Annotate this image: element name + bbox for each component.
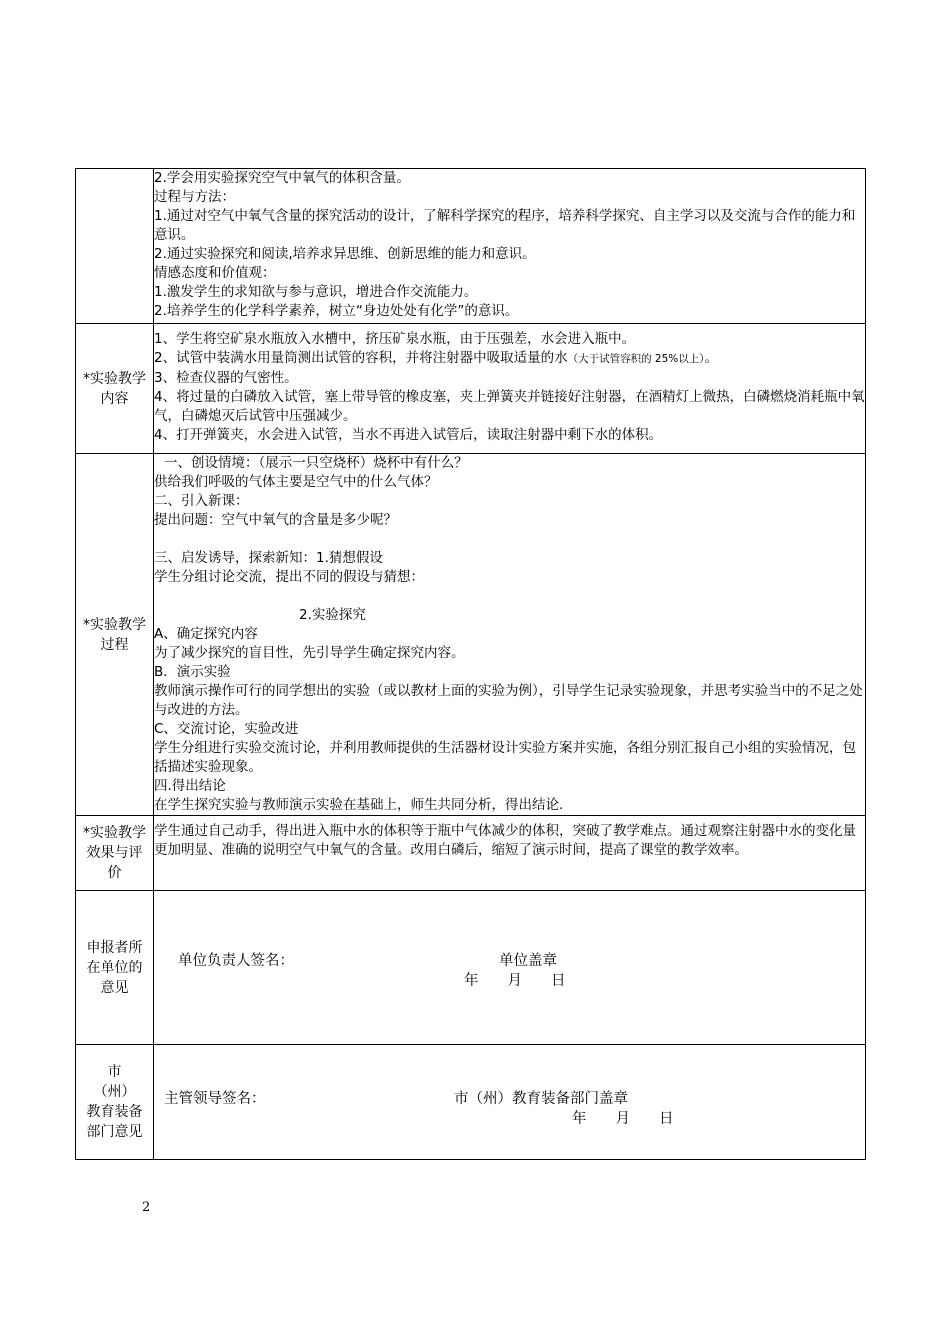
- process-heading: 过程与方法：: [154, 189, 235, 205]
- process-line: 三、启发诱导，探索新知：1.猜想假设: [154, 550, 383, 566]
- content-item: 4、打开弹簧夹，水会进入试管，当水不再进入试管后，读取注射器中剩下水的体积。: [154, 427, 663, 443]
- process-line: 提出问题：空气中氧气的含量是多少呢？: [154, 512, 397, 528]
- process-line: 在学生探究实验与教师演示实验在基础上，师生共同分析，得出结论.: [154, 797, 564, 813]
- objective-line: 2.学会用实验探究空气中氧气的体积含量。: [154, 170, 410, 186]
- unit-seal-label: 单位盖章: [499, 953, 557, 969]
- process-line: 2.实验探究: [299, 607, 366, 623]
- city-opinion-label: [76, 1045, 154, 1160]
- city-signature-area: [154, 1045, 865, 1158]
- city-signer-label: 主管领导签名：: [164, 1091, 266, 1107]
- city-label-1: 市: [107, 1064, 122, 1080]
- content-item: 3、检查仪器的气密性。: [154, 370, 298, 386]
- effect-body: [154, 816, 866, 891]
- blank-line: [154, 530, 865, 549]
- unit-opinion-body: [154, 891, 866, 1045]
- emotion-item: 1.激发学生的求知欲与参与意识，增进合作交流能力。: [154, 284, 478, 300]
- effect-text: 学生通过自己动手，得出进入瓶中水的体积等于瓶中气体减少的体积，突破了教学难点。通过观察注射器中水的变化量更加明显、准确的说明空气中氧气的含量。改用白磷后，缩短了演示时间，提高了课堂的教学效率。: [154, 823, 856, 858]
- content-item-note: （大于试管容积的 25%以上）: [567, 353, 705, 365]
- emotion-heading: 情感态度和价值观：: [154, 265, 276, 281]
- process-line: 学生分组进行实验交流讨论，并利用教师提供的生活器材设计实验方案并实施，各组分别汇报自己小组的实验情况，包括描述实验现象。: [154, 740, 856, 775]
- process-body: [154, 454, 866, 816]
- content-item-text: 2、试管中装满水用量筒测出试管的容积，并将注射器中吸取适量的水: [154, 350, 568, 366]
- content-row: [76, 324, 866, 454]
- city-seal-label: 市（州）教育装备部门盖章: [454, 1091, 628, 1107]
- process-label: [76, 454, 154, 816]
- process-line: 为了减少探究的盲目性，先引导学生确定探究内容。: [154, 645, 465, 661]
- process-item: 1.通过对空气中氧气含量的探究活动的设计，了解科学探究的程序，培养科学探究、自主学习以及交流与合作的能力和意识。: [154, 208, 856, 243]
- content-label: [76, 324, 154, 454]
- content-body: [154, 324, 866, 454]
- content-item: [154, 349, 865, 369]
- process-line: 二、引入新课：: [154, 493, 249, 509]
- process-line: 一、创设情境：（展示一只空烧杯）烧杯中有什么？: [164, 455, 468, 471]
- blank-line: [154, 587, 865, 606]
- application-form-table: [75, 168, 866, 1160]
- city-opinion-body: [154, 1045, 866, 1160]
- objectives-label-cell: [76, 169, 154, 324]
- city-date-label: 年 月 日: [572, 1111, 674, 1127]
- content-label-text: *实验教学内容: [83, 370, 146, 407]
- effect-row: [76, 816, 866, 891]
- effect-label-text: *实验教学效果与评价: [83, 825, 146, 881]
- process-item: 2.通过实验探究和阅读,培养求异思维、创新思维的能力和意识。: [154, 246, 536, 262]
- unit-date-label: 年 月 日: [464, 973, 566, 989]
- page-number: 2: [142, 1200, 151, 1215]
- effect-label: [76, 816, 154, 891]
- emotion-item: 2.培养学生的化学科学素养，树立“身边处处有化学”的意识。: [154, 303, 519, 319]
- unit-opinion-label-text: 申报者所在单位的意见: [86, 939, 143, 996]
- city-opinion-row: [76, 1045, 866, 1160]
- process-line: C、交流讨论，实验改进: [154, 721, 299, 737]
- unit-opinion-label: [76, 891, 154, 1045]
- process-line: A、确定探究内容: [154, 626, 258, 642]
- content-item: 1、学生将空矿泉水瓶放入水槽中，挤压矿泉水瓶，由于压强差，水会进入瓶中。: [154, 331, 636, 347]
- unit-signature-area: [154, 891, 865, 1043]
- content-item-end: 。: [704, 350, 719, 366]
- process-label-text: *实验教学过程: [83, 616, 146, 653]
- city-label-3: 教育装备部门意见: [86, 1104, 143, 1140]
- process-row: [76, 454, 866, 816]
- process-line: 学生分组讨论交流，提出不同的假设与猜想：: [154, 569, 424, 585]
- process-line: 四.得出结论: [154, 778, 226, 794]
- unit-opinion-row: [76, 891, 866, 1045]
- process-line: B．演示实验: [154, 664, 231, 680]
- content-item: 4、将过量的白磷放入试管，塞上带导管的橡皮塞，夹上弹簧夹并链接好注射器，在酒精灯上微热，白磷燃烧消耗瓶中氧气，白磷熄灭后试管中压强减少。: [154, 389, 865, 424]
- objectives-content: [154, 169, 866, 324]
- objectives-row: [76, 169, 866, 324]
- process-line: 教师演示操作可行的同学想出的实验（或以教材上面的实验为例），引导学生记录实验现象，并思考实验当中的不足之处与改进的方法。: [154, 683, 863, 718]
- process-line: 供给我们呼吸的气体主要是空气中的什么气体？: [154, 474, 438, 490]
- unit-signer-label: 单位负责人签名：: [178, 953, 294, 969]
- city-label-2: （州）: [93, 1084, 136, 1100]
